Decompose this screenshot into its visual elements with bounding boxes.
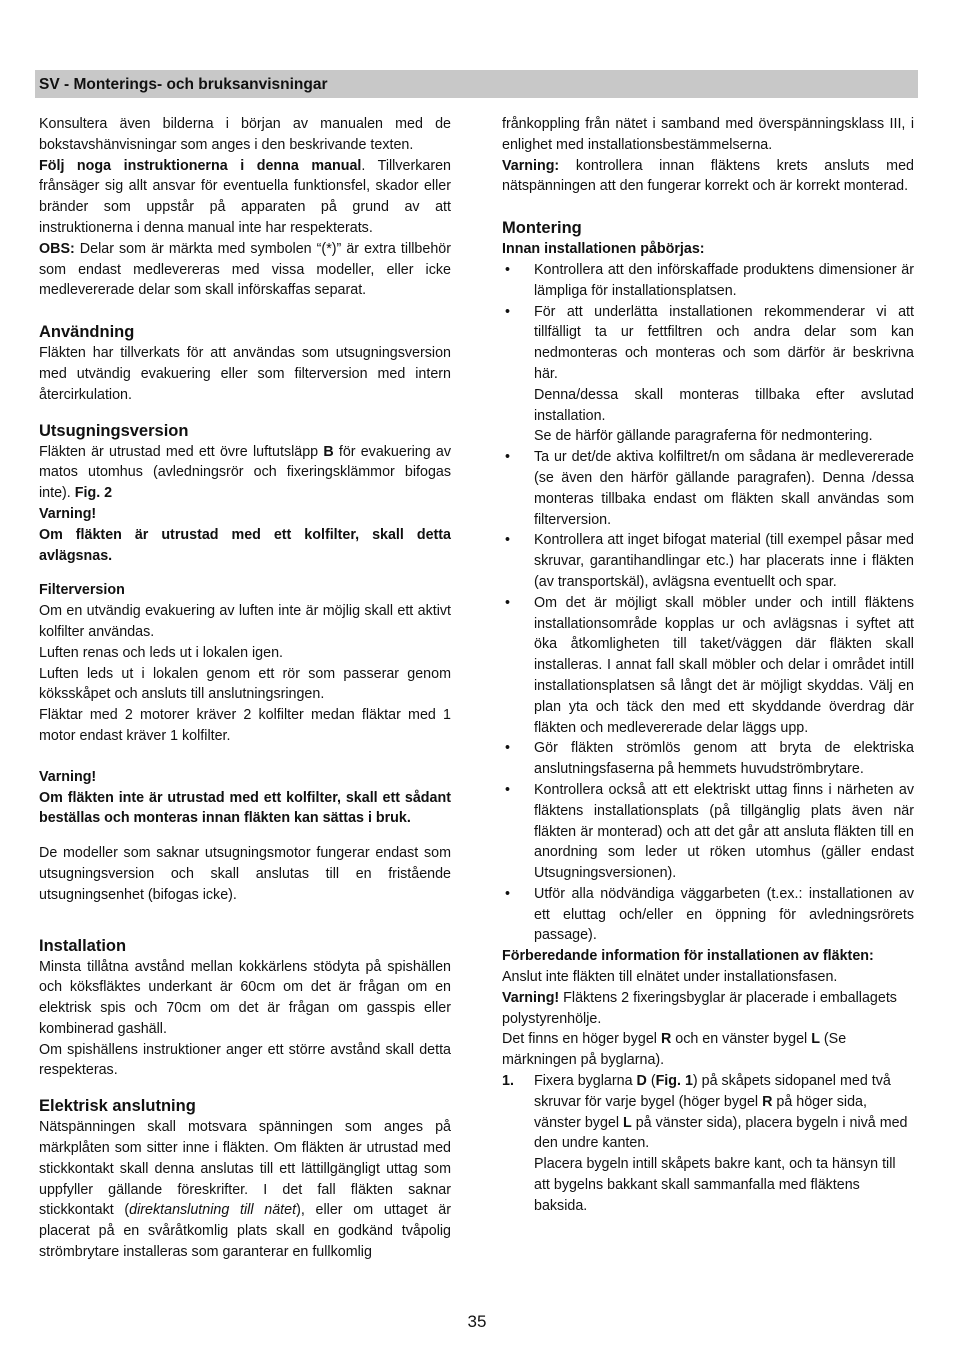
list-item (502, 302, 914, 448)
list-item: • Kontrollera att inget bifogat material (till exempel påsar med skruvar, garantihandlingar etc.) har placerats inne i fläkten (av transportskäl), avlägsna eventuellt och spar. (502, 530, 914, 592)
prep-heading: Förberedande information för installationen av fläkten: (502, 948, 874, 965)
list-item: • Om det är möjligt skall möbler under och intill fläktens installationsområde kopplas ur och avlägsnas i syftet att öka åtkomligheten till taket/väggen där fläkten skall installeras. I annat fall skall möbler och delar i området intill installationsplatsen så långt det är möjligt skyddas. Välj en plan yta och täck den med ett skyddande överdrag där fläkten och medlevererade delar läggs upp. (502, 593, 914, 739)
intro-instructions-text: . Tillverkaren frånsäger sig allt ansvar för eventuella funktionsfel, skador eller bränder som uppstår på apparaten på grund av att instruktionerna i denna manual inte har respekterats. (39, 157, 451, 236)
heading-utsugningsversion: Utsugningsversion (39, 421, 189, 440)
step1-text-e: på vänster sida), placera bygeln i nivå med den undre kanten. (534, 1114, 908, 1152)
prep-p3-c: (Se märkningen på byglarna). (502, 1031, 847, 1069)
ref-L: L (623, 1114, 632, 1131)
step1-text-b: ( (646, 1073, 656, 1090)
elektrisk-warning-text: kontrollera innan fläktens krets ansluts med nätspänningen att den fungerar korrekt och är korrekt monterad. (502, 157, 914, 195)
intro-instructions-bold: Följ noga instruktionerna i denna manual (39, 157, 362, 174)
prep-warning-label: Varning! (502, 989, 560, 1006)
list-item: • Gör fläkten strömlös genom att bryta de elektriska anslutningsfaserna på hemmets huvudströmbrytare. (502, 738, 914, 780)
section-header-bar (35, 70, 918, 98)
right-column (502, 114, 914, 1217)
elektrisk-text-continued: frånkoppling från nätet i samband med överspänningsklass III, i enlighet med installationsbestämmelserna. (502, 116, 914, 153)
heading-elektrisk-anslutning: Elektrisk anslutning (39, 1097, 196, 1116)
list-item (502, 1071, 914, 1217)
prep-warning-text: Fläktens 2 fixeringsbyglar är placerade i emballagets polystyrenhölje. (502, 989, 897, 1027)
heading-anvandning: Användning (39, 323, 135, 342)
obs-label: OBS: (39, 240, 75, 257)
installation-p2: Om spishällens instruktioner anger ett större avstånd skall detta respekteras. (39, 1041, 451, 1079)
ref-R: R (660, 1031, 672, 1048)
filter-p5: De modeller som saknar utsugningsmotor fungerar endast som utsugningsversion och skall anslutas till en fristående utsugningsenhet (bifogas icke). (39, 845, 451, 903)
prep-p1: Anslut inte fläkten till elnätet under installationsfasen. (502, 969, 838, 986)
heading-montering: Montering (502, 219, 582, 238)
filter-warning-label: Varning! (39, 768, 97, 785)
section-title: SV - Monterings- och bruksanvisningar (39, 76, 328, 93)
obs-text: Delar som är märkta med symbolen “(*)” är extra tillbehör som endast medlevereras med vissa modeller, eller icke medlevererade delar som skall införskaffas separat. (39, 240, 451, 299)
utsugning-text-1: Fläkten är utrustad med ett övre luftutsläpp (39, 443, 324, 460)
step1-text-d: på höger sida, vänster bygel (534, 1093, 867, 1131)
elektrisk-text-1: Nätspänningen skall motsvara spänningen som anges på märkplåten som sitter inne i fläkten. Om fläkten är utrustad med stickkontakt skall denna anslutas till ett lättillgängligt uttag som uppfyller gällande föreskrifter. I det fall fläkten saknar stickkontakt ( (39, 1119, 451, 1219)
utsugning-text (39, 442, 451, 504)
page-number: 35 (467, 1312, 487, 1331)
step1-p2: Placera bygeln intill skåpets bakre kant, och ta hänsyn till att bygelns bakkant skall sammanfalla med fläktens baksida. (534, 1156, 896, 1214)
heading-installation: Installation (39, 936, 127, 955)
fig-1-ref: Fig. 1 (655, 1073, 693, 1090)
prep-warning (502, 988, 914, 1030)
prep-p3 (502, 1029, 914, 1071)
step-number: 1. (502, 1073, 514, 1090)
elektrisk-italic: direktanslutning till nätet (129, 1202, 297, 1219)
intro-obs-paragraph (39, 239, 451, 301)
list-item-extra: Denna/dessa skall monteras tillbaka efter avslutad installation. (534, 386, 914, 424)
montering-bullet-list (502, 260, 914, 946)
installation-p1: Minsta tillåtna avstånd mellan kokkärlens stödyta på spishällen och köksfläktes underkant är 60cm om det är frågan om en elektrisk spis och 70cm om det är frågan om gasspis eller kombinerad gashäll. (39, 958, 451, 1037)
filter-p2: Luften renas och leds ut i lokalen igen. (39, 644, 284, 661)
intro-paragraph: Konsultera även bilderna i början av manualen med de bokstavshänvisningar som anges i den beskrivande texten. (39, 116, 451, 153)
ref-R: R (762, 1093, 773, 1110)
elektrisk-warning (502, 156, 914, 198)
intro-instructions-paragraph (39, 156, 451, 239)
filter-p4: Fläktar med 2 motorer kräver 2 kolfilter medan fläktar med 1 motor endast kräver 1 kolfilter. (39, 707, 451, 744)
ref-L: L (811, 1031, 820, 1048)
montering-steps (502, 1071, 914, 1217)
step1-text-c: ) på skåpets sidopanel med två skruvar för varje bygel (höger bygel (534, 1073, 891, 1110)
ref-D: D (636, 1073, 647, 1090)
fig-2-ref: Fig. 2 (74, 485, 113, 502)
prep-p3-a: Det finns en höger bygel (502, 1031, 661, 1048)
filter-warning-text: Om fläkten inte är utrustad med ett kolfilter, skall ett sådant beställas och monteras innan fläkten kan sättas i bruk. (39, 789, 451, 827)
prep-p3-b: och en vänster bygel (671, 1031, 812, 1048)
elektrisk-text-2-start: ), eller om uttaget är placerat på en svåråtkomlig plats skall en godkänd tvåpolig strömbrytare installeras som garanterar en fullkomlig (39, 1202, 451, 1261)
elektrisk-text-left (39, 1117, 451, 1263)
utsugning-warning-text: Om fläkten är utrustad med ett kolfilter, skall detta avlägsnas. (39, 526, 451, 564)
anvandning-text: Fläkten har tillverkats för att användas som utsugningsversion med utvändig evakuering eller som filterversion med intern återcirkulation. (39, 345, 451, 403)
list-item-text: För att underlätta installationen rekommenderar vi att tillfälligt ta ur fettfiltren och andra delar som kan nedmonteras och monteras och som därför är beskrivna här. (534, 303, 914, 382)
left-column (39, 114, 451, 1263)
ref-B: B (323, 443, 334, 460)
list-item: • Kontrollera att den införskaffade produktens dimensioner är lämpliga för installationsplatsen. (502, 260, 914, 302)
list-item-extra: Se de härför gällande paragraferna för nedmontering. (534, 428, 873, 445)
utsugning-text-2: för evakuering av matos utomhus (avledningsrör och fixeringsklämmor bifogas inte). (39, 443, 451, 502)
list-item: • Ta ur det/de aktiva kolfiltret/n om sådana är medlevererade (se även den härför gällande paragrafen). Denna /dessa monteras tillbaka endast om fläkten skall användas som filterversion. (502, 447, 914, 530)
filter-p1: Om en utvändig evakuering av luften inte är möjlig skall ett aktivt kolfilter användas. (39, 603, 451, 640)
montering-subheading: Innan installationen påbörjas: (502, 241, 705, 258)
utsugning-warning-label: Varning! (39, 505, 97, 522)
step1-text-a: Fixera byglarna (534, 1073, 637, 1090)
heading-filterversion: Filterversion (39, 582, 125, 599)
filter-p3: Luften leds ut i lokalen genom ett rör som passerar genom köksskåpet och ansluts till anslutningsringen. (39, 665, 451, 703)
list-item: • Utför alla nödvändiga väggarbeten (t.ex.: installationen av ett eluttag och/eller en öppning för avledningsrörets passage). (502, 884, 914, 946)
list-item: • Kontrollera också att ett elektriskt uttag finns i närheten av fläktens installationsplats (på tillgänglig plats även när fläkten är monterad) och att det går att ansluta fläkten till en anordning som leder ut röken utomhus (gäller endast Utsugningsversionen). (502, 780, 914, 884)
elektrisk-warning-label: Varning: (502, 157, 560, 174)
